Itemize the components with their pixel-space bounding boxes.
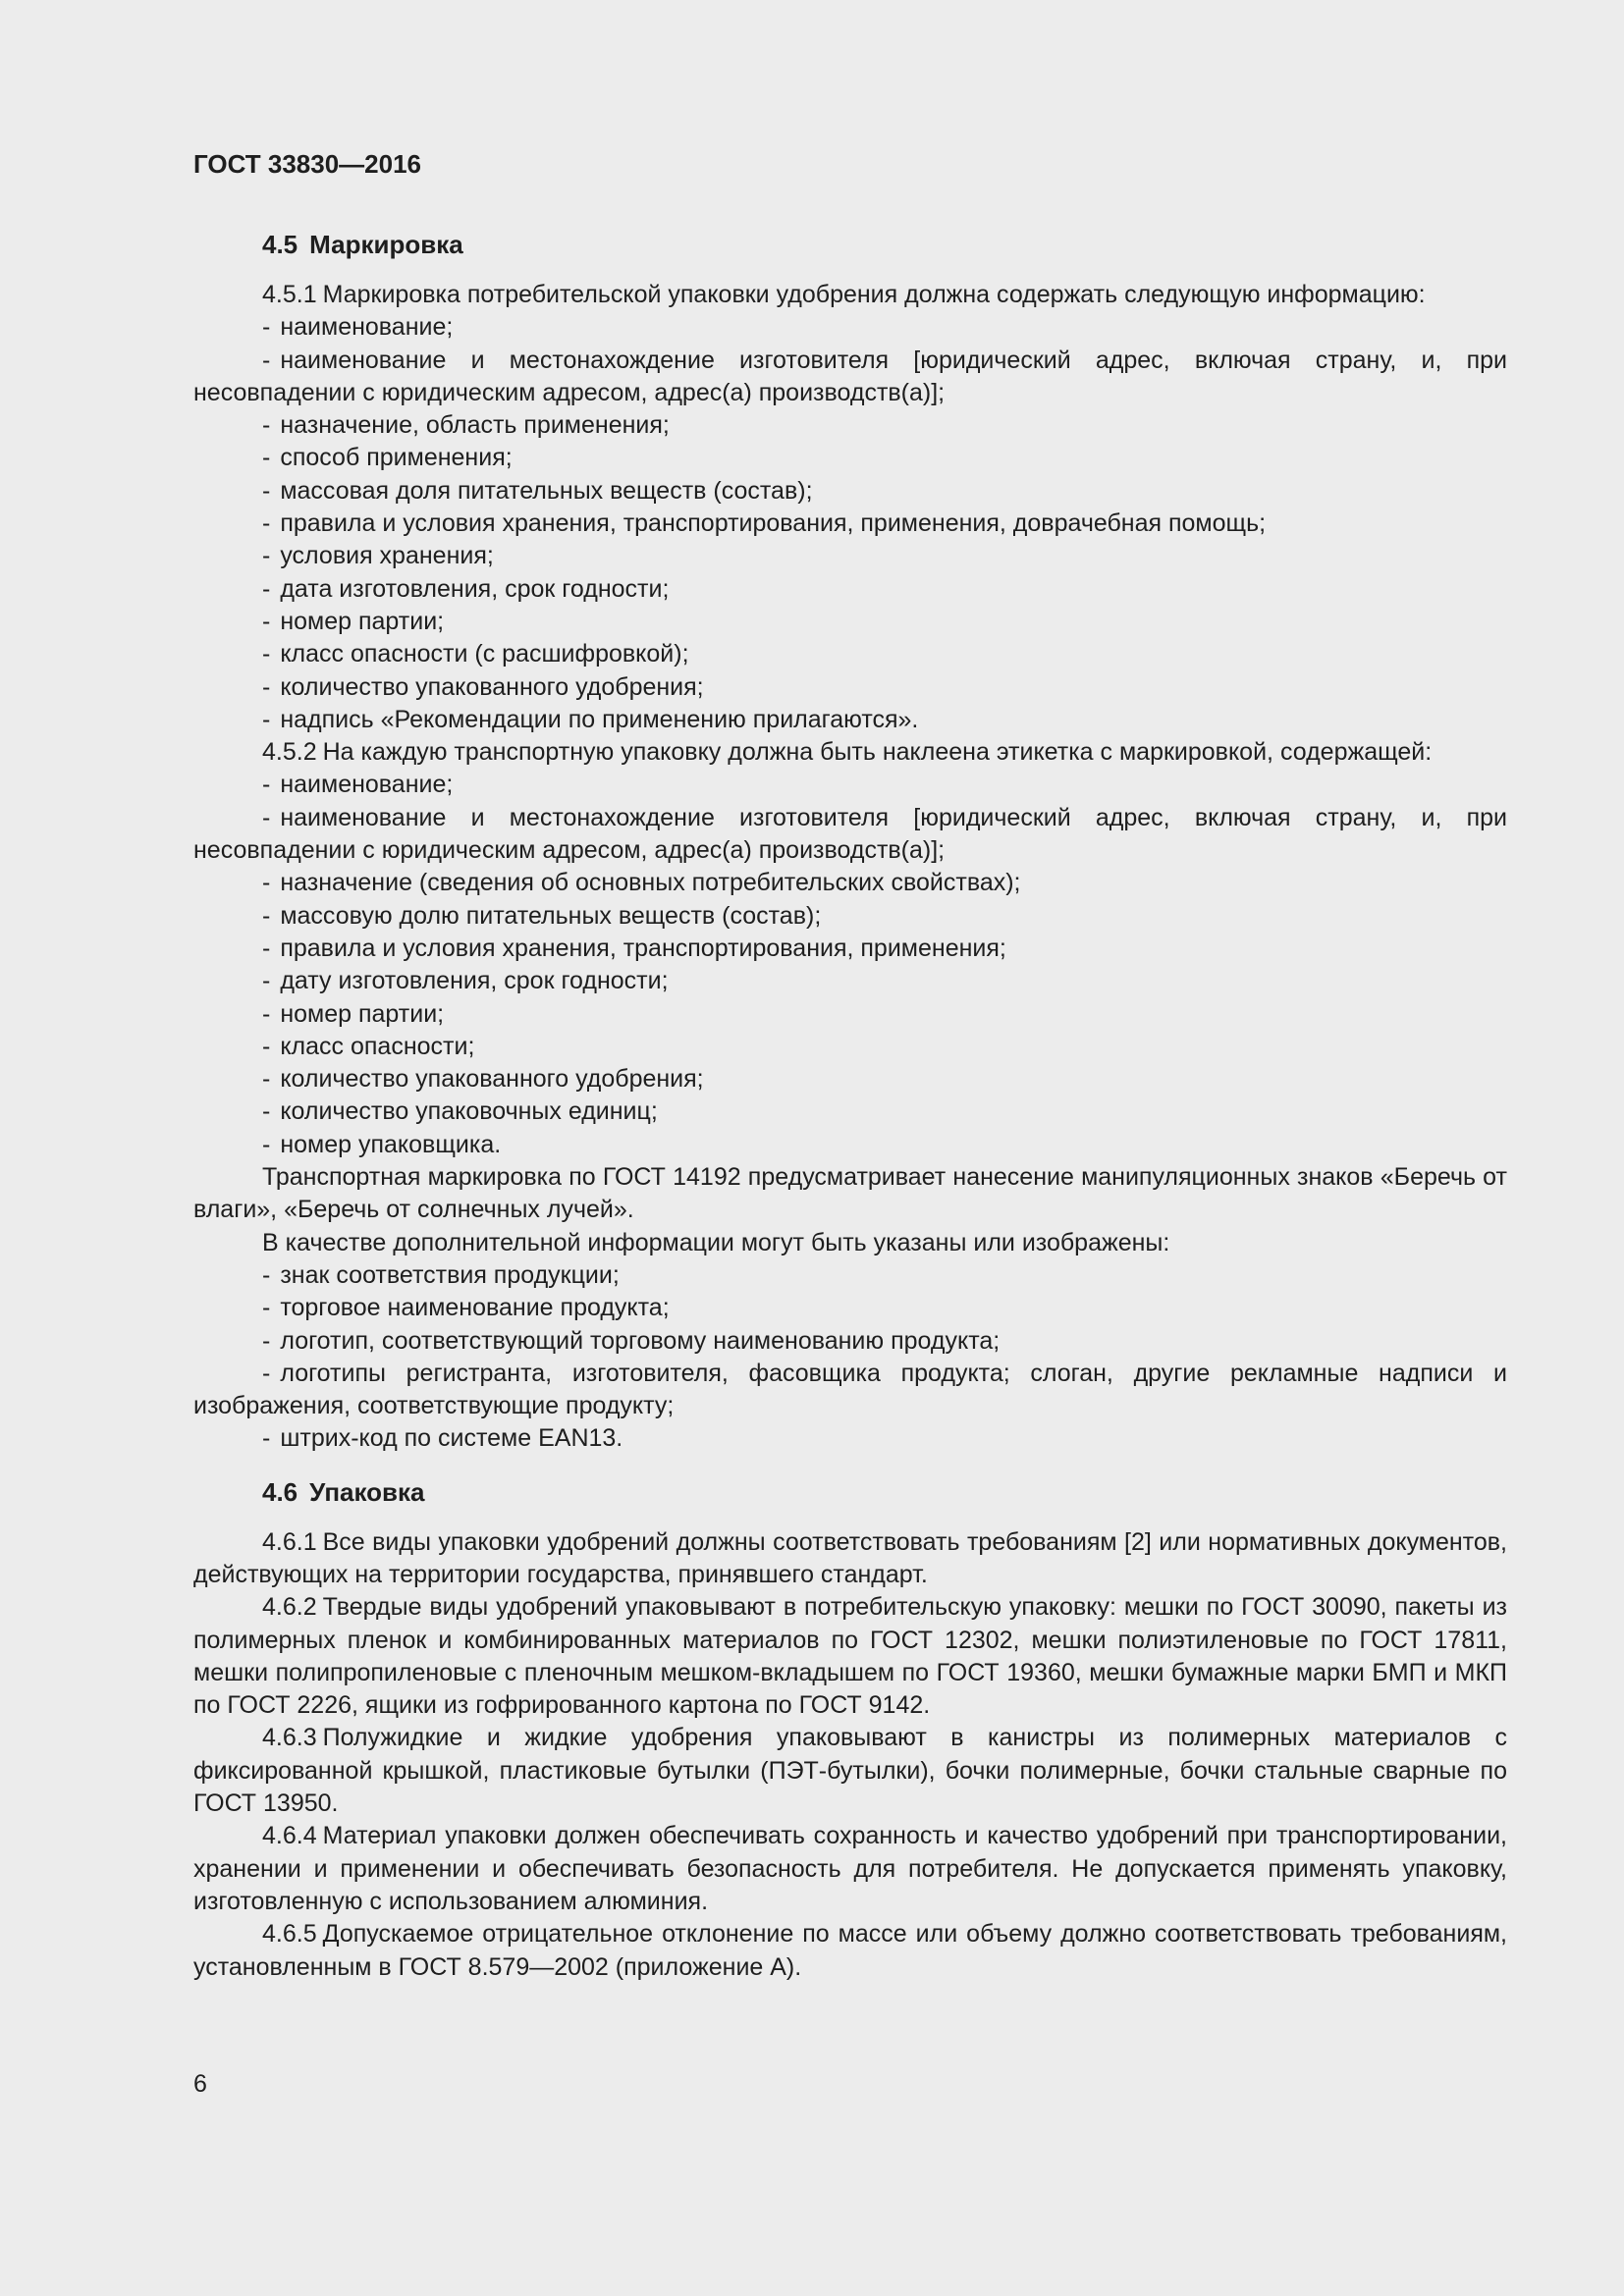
clause-number: 4.6.5 [262, 1920, 317, 1949]
list-item: - наименование и местонахождение изготовителя [юридический адрес, включая страну, и, при несовпадении с юридическим адресом, адрес(а) производств(а)]; [193, 346, 1507, 406]
list-item: - количество упакованного удобрения; [262, 1065, 704, 1094]
clause-number: 4.5.2 [262, 738, 317, 767]
section-gap [193, 1456, 1507, 1475]
list-item: - массовая доля питательных веществ (состав); [262, 476, 813, 505]
clause-number: 4.6.4 [262, 1822, 317, 1850]
clause-number: 4.6.1 [262, 1527, 317, 1556]
list-item: - количество упакованного удобрения; [262, 672, 704, 701]
list-item: - условия хранения; [262, 542, 494, 570]
list-item: - класс опасности; [262, 1032, 475, 1060]
section-number: 4.6 [262, 1476, 298, 1507]
section-4-6-content [193, 1526, 1507, 1984]
list-item: - способ применения; [262, 444, 513, 472]
list-item: - количество упаковочных единиц; [262, 1097, 658, 1126]
list-item: - номер партии; [262, 999, 445, 1028]
section-title-4-6 [193, 1475, 1507, 1509]
paragraph-4-6-5 [193, 1918, 1507, 1984]
clause-number: 4.6.2 [262, 1593, 317, 1622]
list-item: - знак соответствия продукции; [262, 1260, 620, 1289]
list-item: - наименование и местонахождение изготовителя [юридический адрес, включая страну, и, при несовпадении с юридическим адресом, адрес(а) производств(а)]; [193, 803, 1507, 865]
clause-text: На каждую транспортную упаковку должна быть наклеена этикетка с маркировкой, содержащей: [322, 738, 1433, 767]
list-item: - логотип, соответствующий торговому наименованию продукта; [262, 1326, 1001, 1355]
clause-number: 4.5.1 [262, 281, 317, 308]
list-item: - назначение, область применения; [262, 411, 670, 440]
list-item: - массовую долю питательных веществ (состав); [262, 901, 822, 930]
paragraph-4-6-4 [193, 1820, 1507, 1918]
list-item: - номер партии; [262, 607, 445, 635]
list-4-5-2 [193, 769, 1507, 1161]
clause-text: Твердые виды удобрений упаковывают в потребительскую упаковку: мешки по ГОСТ 30090, пакеты из полимерных пленок и комбинированных материалов по ГОСТ 12302, мешки полиэтиленовые по ГОСТ 17811, мешки полипропиленовые с пленочным мешком-вкладышем по ГОСТ 19360, мешки бумажные марки БМП и МКП по ГОСТ 2226, ящики из гофрированного картона по ГОСТ 9142. [193, 1593, 1507, 1720]
section-title-4-5 [193, 228, 1507, 261]
clause-text: Полужидкие и жидкие удобрения упаковывают в канистры из полимерных материалов с фиксированной крышкой, пластиковые бутылки (ПЭТ-бутылки), бочки полимерные, бочки стальные сварные по ГОСТ 13950. [193, 1724, 1507, 1818]
list-item: - наименование; [262, 313, 454, 342]
paragraph-4-6-3 [193, 1722, 1507, 1820]
list-4-5-1 [193, 311, 1507, 736]
paragraph-4-5-2 [193, 736, 1507, 769]
page-number: 6 [193, 2070, 207, 2098]
list-additional-info [193, 1259, 1507, 1456]
section-heading: Маркировка [309, 230, 463, 259]
list-item: - штрих-код по системе EAN13. [262, 1424, 623, 1453]
paragraph-additional-info: В качестве дополнительной информации могут быть указаны или изображены: [262, 1228, 1170, 1256]
clause-text: Все виды упаковки удобрений должны соответствовать требованиям [2] или нормативных документов, действующих на территории государства, принявшего стандарт. [193, 1527, 1507, 1588]
paragraph-4-5-1 [193, 279, 1507, 311]
list-item: - правила и условия хранения, транспортирования, применения, доврачебная помощь; [262, 509, 1267, 538]
list-item: - правила и условия хранения, транспортирования, применения; [262, 934, 1006, 962]
list-item: - дату изготовления, срок годности; [262, 967, 669, 995]
section-4-5-content [193, 279, 1507, 1456]
paragraph-transport-marking: Транспортная маркировка по ГОСТ 14192 предусматривает нанесение манипуляционных знаков «Беречь от влаги», «Беречь от солнечных лучей». [193, 1163, 1507, 1224]
list-item: - назначение (сведения об основных потребительских свойствах); [262, 869, 1021, 897]
list-item: - торговое наименование продукта; [262, 1294, 670, 1322]
list-item: - номер упаковщика. [262, 1130, 502, 1158]
section-heading: Упаковка [309, 1476, 425, 1507]
document-page [193, 147, 1507, 1984]
section-number: 4.5 [262, 230, 298, 259]
list-item: - класс опасности (с расшифровкой); [262, 640, 689, 668]
list-item: - наименование; [262, 771, 454, 799]
clause-text: Допускаемое отрицательное отклонение по массе или объему должно соответствовать требованиям, установленным в ГОСТ 8.579—2002 (приложение А). [193, 1920, 1507, 1981]
document-header: ГОСТ 33830—2016 [193, 149, 421, 179]
clause-number: 4.6.3 [262, 1724, 317, 1752]
clause-text: Материал упаковки должен обеспечивать сохранность и качество удобрений при транспортировании, хранении и применении и обеспечивать безопасность для потребителя. Не допускается применять упаковку, изготовленную с использованием алюминия. [193, 1822, 1507, 1915]
list-item: - надпись «Рекомендации по применению прилагаются». [262, 705, 919, 733]
list-item: - логотипы регистранта, изготовителя, фасовщика продукта; слоган, другие рекламные надписи и изображения, соответствующие продукту; [193, 1359, 1507, 1420]
paragraph-4-6-1 [193, 1526, 1507, 1592]
paragraph-4-6-2 [193, 1591, 1507, 1722]
clause-text: Маркировка потребительской упаковки удобрения должна содержать следующую информацию: [322, 281, 1426, 308]
list-item: - дата изготовления, срок годности; [262, 574, 670, 603]
